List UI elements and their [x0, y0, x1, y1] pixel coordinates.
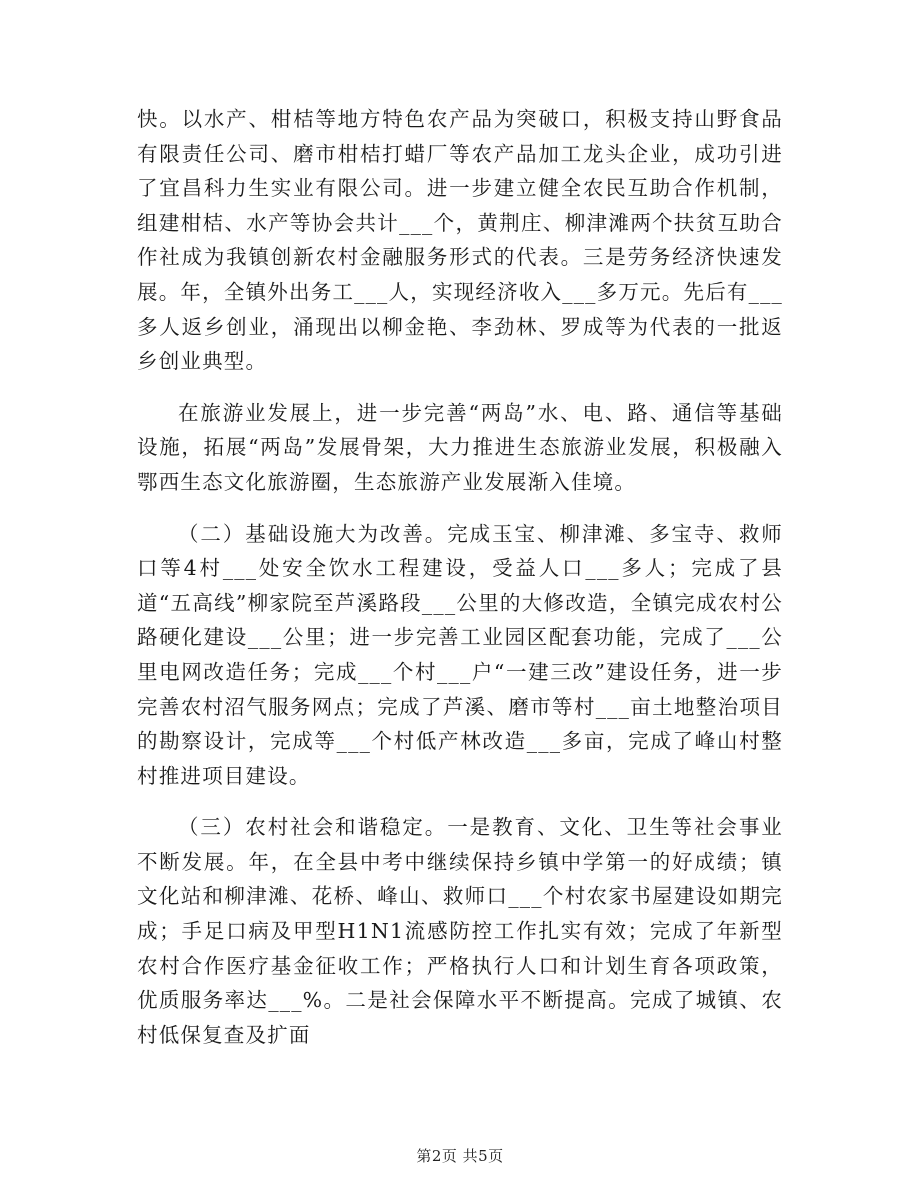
page-number-footer: 第2页 共5页 — [416, 1147, 504, 1165]
paragraph-2: 在旅游业发展上，进一步完善“两岛”水、电、路、通信等基础设施，拓展“两岛”发展骨架，大力推进生态旅游业发展，积极融入鄂西生态文化旅游圈，生态旅游产业发展渐入佳境。 — [137, 400, 783, 494]
paragraph-4: （三）农村社会和谐稳定。一是教育、文化、卫生等社会事业不断发展。年，在全县中考中继续保持乡镇中学第一的好成绩；镇文化站和柳津滩、花桥、峰山、救师口___个村农家书屋建设如期完成；手足口病及甲型H1N1流感防控工作扎实有效；完成了年新型农村合作医疗基金征收工作；严格执行人口和计划生育各项政策，优质服务率达___%。二是社会保障水平不断提高。完成了城镇、农村低保复查及扩面 — [137, 815, 783, 1047]
paragraph-3: （二）基础设施大为改善。完成玉宝、柳津滩、多宝寺、救师口等4村___处安全饮水工程建设，受益人口___多人；完成了县道“五高线”柳家院至芦溪路段___公里的大修改造，全镇完成农村公路硬化建设___公里；进一步完善工业园区配套功能，完成了___公里电网改造任务；完成___个村___户“一建三改”建设任务，进一步完善农村沼气服务网点；完成了芦溪、磨市等村___亩土地整治项目的勘察设计，完成等___个村低产林改造___多亩，完成了峰山村整村推进项目建设。 — [137, 521, 783, 788]
paragraph-1: 快。以水产、柑桔等地方特色农产品为突破口，积极支持山野食品有限责任公司、磨市柑桔打蜡厂等农产品加工龙头企业，成功引进了宜昌科力生实业有限公司。进一步建立健全农民互助合作机制，组建柑桔、水产等协会共计___个，黄荆庄、柳津滩两个扶贫互助合作社成为我镇创新农村金融服务形式的代表。三是劳务经济快速发展。年，全镇外出务工___人，实现经济收入___多万元。先后有___多人返乡创业，涌现出以柳金艳、李劲林、罗成等为代表的一批返乡创业典型。 — [137, 107, 783, 374]
document-body — [137, 102, 783, 1052]
